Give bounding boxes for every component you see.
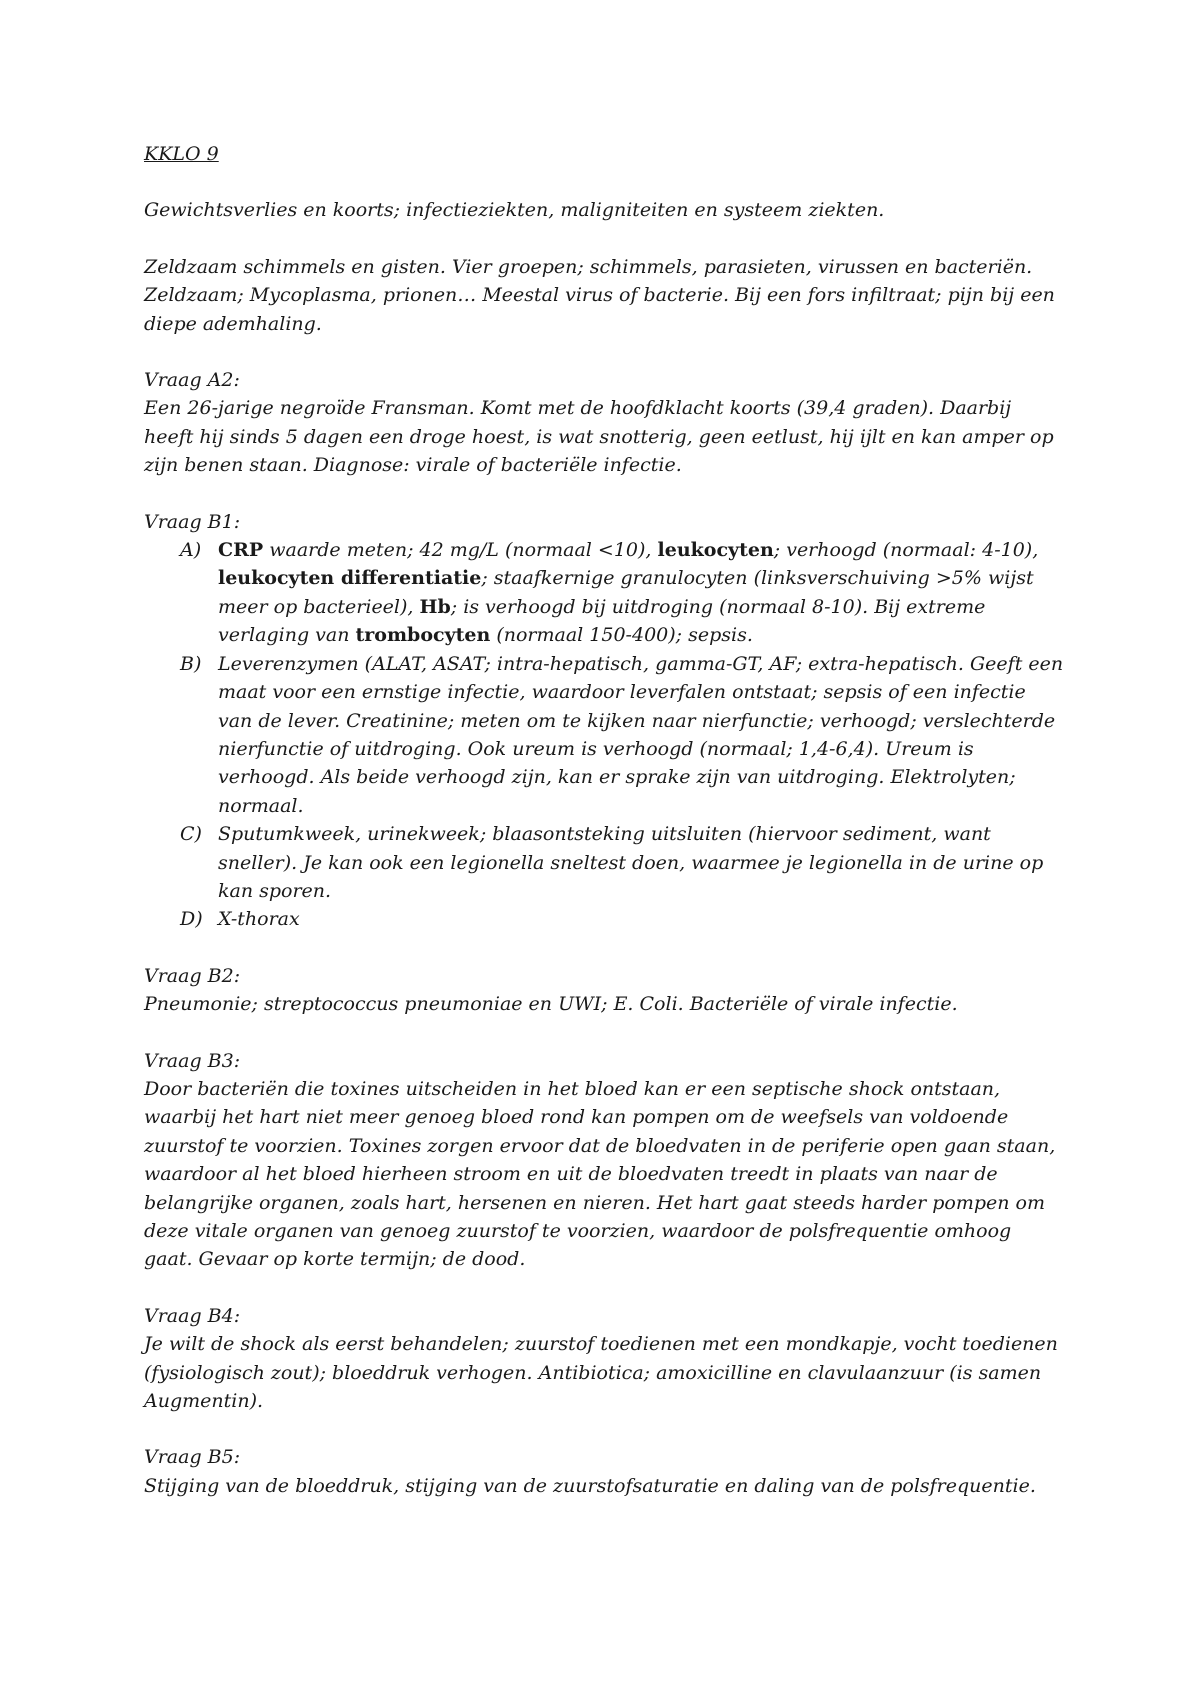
vraag-b5-section [144, 1443, 1064, 1500]
document-page [144, 140, 1064, 1528]
vraag-b1-item [144, 536, 1064, 650]
vraag-a2-section [144, 366, 1064, 480]
vraag-b5-label: Vraag B5: [144, 1446, 241, 1469]
vraag-b2-label: Vraag B2: [144, 964, 241, 987]
list-item-letter: C) [180, 823, 202, 846]
list-item-text: Leverenzymen (ALAT, ASAT; intra-hepatisch, gamma-GT, AF; extra-hepatisch. Geeft een maat voor een ernstige infectie, waardoor leverfalen ontstaat; sepsis of een infectie van de lever. Creatinine; meten om te kijken naar nierfunctie; verhoogd; verslechterde nierfunctie of uitdroging. Ook ureum is verhoogd (normaal; 1,4-6,4). Ureum is verhoogd. Als beide verhoogd zijn, kan er sprake zijn van uitdroging. Elektrolyten; normaal. [218, 652, 1064, 817]
list-item-bold-term: trombocyten [355, 624, 491, 647]
vraag-b2-text: Pneumonie; streptococcus pneumoniae en UWI; E. Coli. Bacteriële of virale infectie. [144, 993, 958, 1016]
list-item-text: Sputumkweek, urinekweek; blaasontsteking uitsluiten (hiervoor sediment, want sneller). Je kan ook een legionella sneltest doen, waarmee je legionella in de urine op kan sporen. [218, 823, 1044, 902]
list-item-letter: B) [180, 652, 202, 675]
list-item-text: X-thorax [218, 908, 300, 931]
vraag-b4-text: Je wilt de shock als eerst behandelen; zuurstof toedienen met een mondkapje, vocht toedienen (fysiologisch zout); bloeddruk verhogen. Antibiotica; amoxicilline en clavulaanzuur (is samen Augmentin). [144, 1333, 1058, 1413]
vraag-b1-label: Vraag B1: [144, 510, 241, 533]
vraag-b2-section [144, 962, 1064, 1019]
vraag-b3-label: Vraag B3: [144, 1049, 241, 1072]
vraag-b1-item [144, 820, 1064, 905]
list-item-text: ; verhoogd (normaal: 4-10), [773, 539, 1039, 562]
list-item-letter: A) [180, 539, 202, 562]
list-item-bold-term: leukocyten [657, 539, 774, 562]
vraag-b3-text: Door bacteriën die toxines uitscheiden in het bloed kan er een septische shock ontstaan, waarbij het hart niet meer genoeg bloed rond kan pompen om de weefsels van voldoende zuurstof te voorzien. Toxines zorgen ervoor dat de bloedvaten in de periferie open gaan staan, waardoor al het bloed hierheen stroom en uit de bloedvaten treedt in plaats van naar de belangrijke organen, zoals hart, hersenen en nieren. Het hart gaat steeds harder pompen om deze vitale organen van genoeg zuurstof te voorzien, waardoor de polsfrequentie omhoog gaat. Gevaar op korte termijn; de dood. [144, 1077, 1056, 1271]
list-item-bold-term: leukocyten differentiatie [218, 567, 482, 590]
vraag-b1-section [144, 508, 1064, 934]
list-item-bold-term: CRP [218, 539, 264, 562]
vraag-b1-item [144, 650, 1064, 820]
list-item-letter: D) [180, 908, 203, 931]
vraag-a2-label: Vraag A2: [144, 369, 240, 392]
vraag-b3-section [144, 1047, 1064, 1274]
vraag-b4-section [144, 1302, 1064, 1416]
vraag-a2-text: Een 26-jarige negroïde Fransman. Komt met de hoofdklacht koorts (39,4 graden). Daarbij heeft hij sinds 5 dagen een droge hoest, is wat snotterig, geen eetlust, hij ijlt en kan amper op zijn benen staan. Diagnose: virale of bacteriële infectie. [144, 397, 1054, 477]
list-item-text: ; staafkernige granulocyten (linksverschuiving >5% wijst meer op bacterieel), [218, 567, 1034, 618]
vraag-b4-label: Vraag B4: [144, 1304, 241, 1327]
intro-paragraph: Zeldzaam schimmels en gisten. Vier groepen; schimmels, parasieten, virussen en bacteriën. Zeldzaam; Mycoplasma, prionen… Meestal virus of bacterie. Bij een fors infiltraat; pijn bij een diepe ademhaling. [144, 255, 1055, 335]
vraag-b1-item [144, 905, 1064, 933]
list-item-bold-term: Hb [419, 595, 451, 618]
vraag-b5-text: Stijging van de bloeddruk, stijging van de zuurstofsaturatie en daling van de polsfrequentie. [144, 1474, 1036, 1497]
document-title: KKLO 9 [144, 143, 219, 165]
document-subtitle: Gewichtsverlies en koorts; infectieziekten, maligniteiten en systeem ziekten. [144, 199, 885, 222]
list-item-text: ; is verhoogd bij uitdroging (normaal 8-10). Bij extreme verlaging van [218, 595, 986, 647]
vraag-b1-list [144, 536, 1064, 934]
list-item-text: (normaal 150-400); sepsis. [490, 624, 753, 647]
list-item-text: waarde meten; 42 mg/L (normaal <10), [263, 539, 658, 562]
